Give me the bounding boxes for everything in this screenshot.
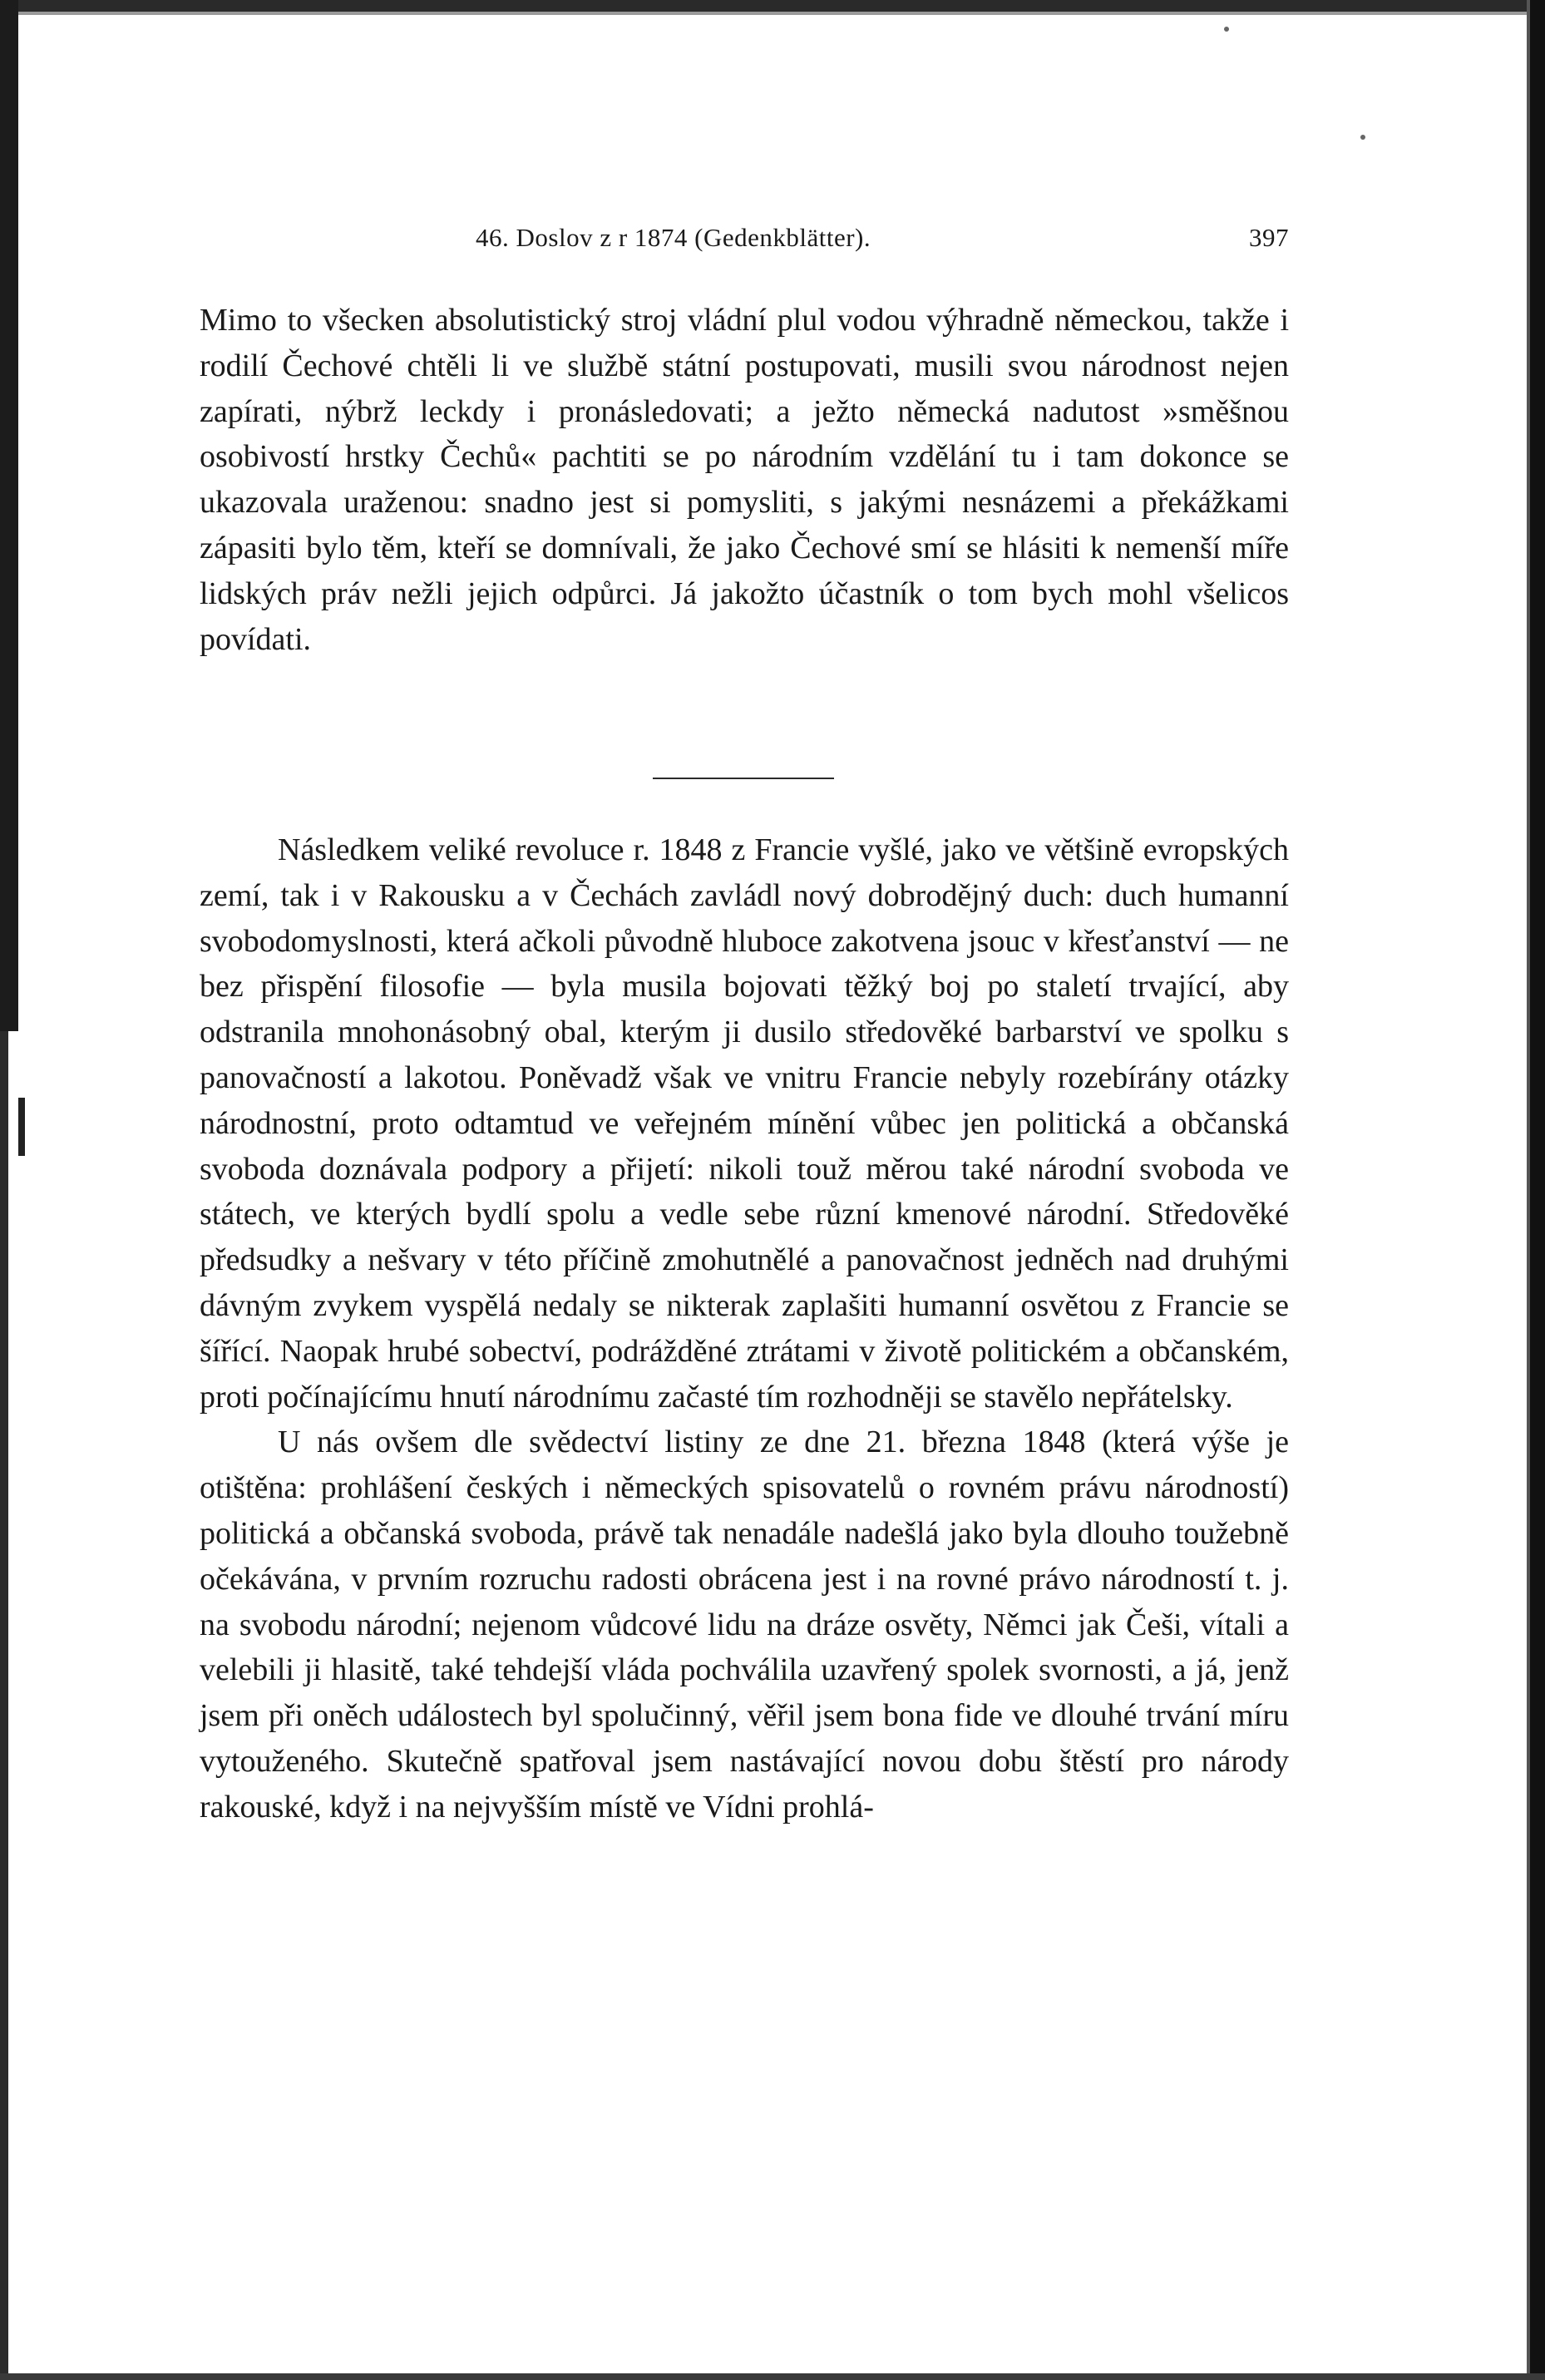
paragraph: Následkem veliké revoluce r. 1848 z Francie vyšlé, jako ve většině evropských zemí, tak i v Rakousku a v Čechách zavládl nový dobrodějný duch: duch humanní svobodomyslnosti, která ačkoli původně hluboce zakotvena jsouc v křesťanství — ne bez přispění filosofie — byla musila bojovati těžký boj po staletí trvající, aby odstranila mnohonásobný obal, kterým ji dusilo středověké barbarství ve spolku s panovačností a lakotou. Poněvadž však ve vnitru Francie nebyly rozebírány otázky národnostní, proto odtamtud ve veřejném mínění vůbec jen politická a občanská svoboda doznávala podpory a přijetí: nikoli touž měrou také národní svoboda ve státech, ve kterých bydlí spolu a vedle sebe různí kmenové národní. Středověké předsudky a nešvary v této příčině zmohutnělé a panovačnost jedněch nad druhými dávným zvykem vyspělá nedaly se nikterak zaplašiti humanní osvětou z Francie se šířící. Naopak hrubé sobectví, podrážděné ztrátami v životě politickém a občanském, proti počínajícímu hnutí národnímu začasté tím rozhodněji se stavělo nepřátelsky. (200, 832, 1289, 1415)
chapter-title: 46. Doslov z r 1874 (Gedenkblätter). (476, 223, 871, 252)
text-block-top (200, 298, 1289, 662)
scan-speck (1224, 27, 1229, 32)
page-number: 397 (1249, 223, 1289, 252)
paragraph: Mimo to všecken absolutistický stroj vládní plul vodou výhradně německou, takže i rodilí Čechové chtěli li ve službě státní postupovati, musili svou národnost nejen zapírati, nýbrž leckdy i pronásledovati; a ježto německá nadutost »směšnou osobivostí hrstky Čechů« pachtiti se po národním vzdělání tu i tam dokonce se ukazovala uraženou: snadno jest si pomysliti, s jakými nesnázemi a překážkami zápasiti bylo těm, kteří se domnívali, že jako Čechové smí se hlásiti k nemenší míře lidských práv nežli jejich odpůrci. Já jakožto účastník o tom bych mohl všelicos povídati. (200, 303, 1289, 657)
scan-edge-top (0, 0, 1545, 12)
scan-speck (1360, 135, 1365, 140)
scan-edge-bottom (0, 2373, 1545, 2380)
paragraph: U nás ovšem dle svědectví listiny ze dne 21. března 1848 (která výše je otištěna: prohlášení českých i německých spisovatelů o rovném právu národností) politická a občanská svoboda, právě tak nenadále nadešlá jako byla dlouho toužebně očekávána, v prvním rozruchu radosti obrácena jest i na rovné právo národností t. j. na svobodu národní; nejenom vůdcové lidu na dráze osvěty, Němci jak Češi, vítali a velebili ji hlasitě, také tehdejší vláda pochválila uzavřený spolek svornosti, a já, jenž jsem při oněch událostech byl spolučinný, věřil jsem bona fide ve dlouhé trvání míru vytouženého. Skutečně spatřoval jsem nastávající novou dobu štěstí pro národy rakouské, když i na nejvyšším místě ve Vídni prohlá- (200, 1425, 1289, 1825)
scan-edge-left-lower (0, 1031, 8, 2380)
scan-edge-top-fade (0, 12, 1545, 15)
scan-edge-left (0, 0, 18, 1031)
text-block-bottom (200, 827, 1289, 1830)
running-header (200, 223, 1289, 256)
section-divider (653, 778, 834, 779)
scan-edge-right (1530, 0, 1545, 2380)
scan-edge-left-mark (18, 1098, 25, 1156)
